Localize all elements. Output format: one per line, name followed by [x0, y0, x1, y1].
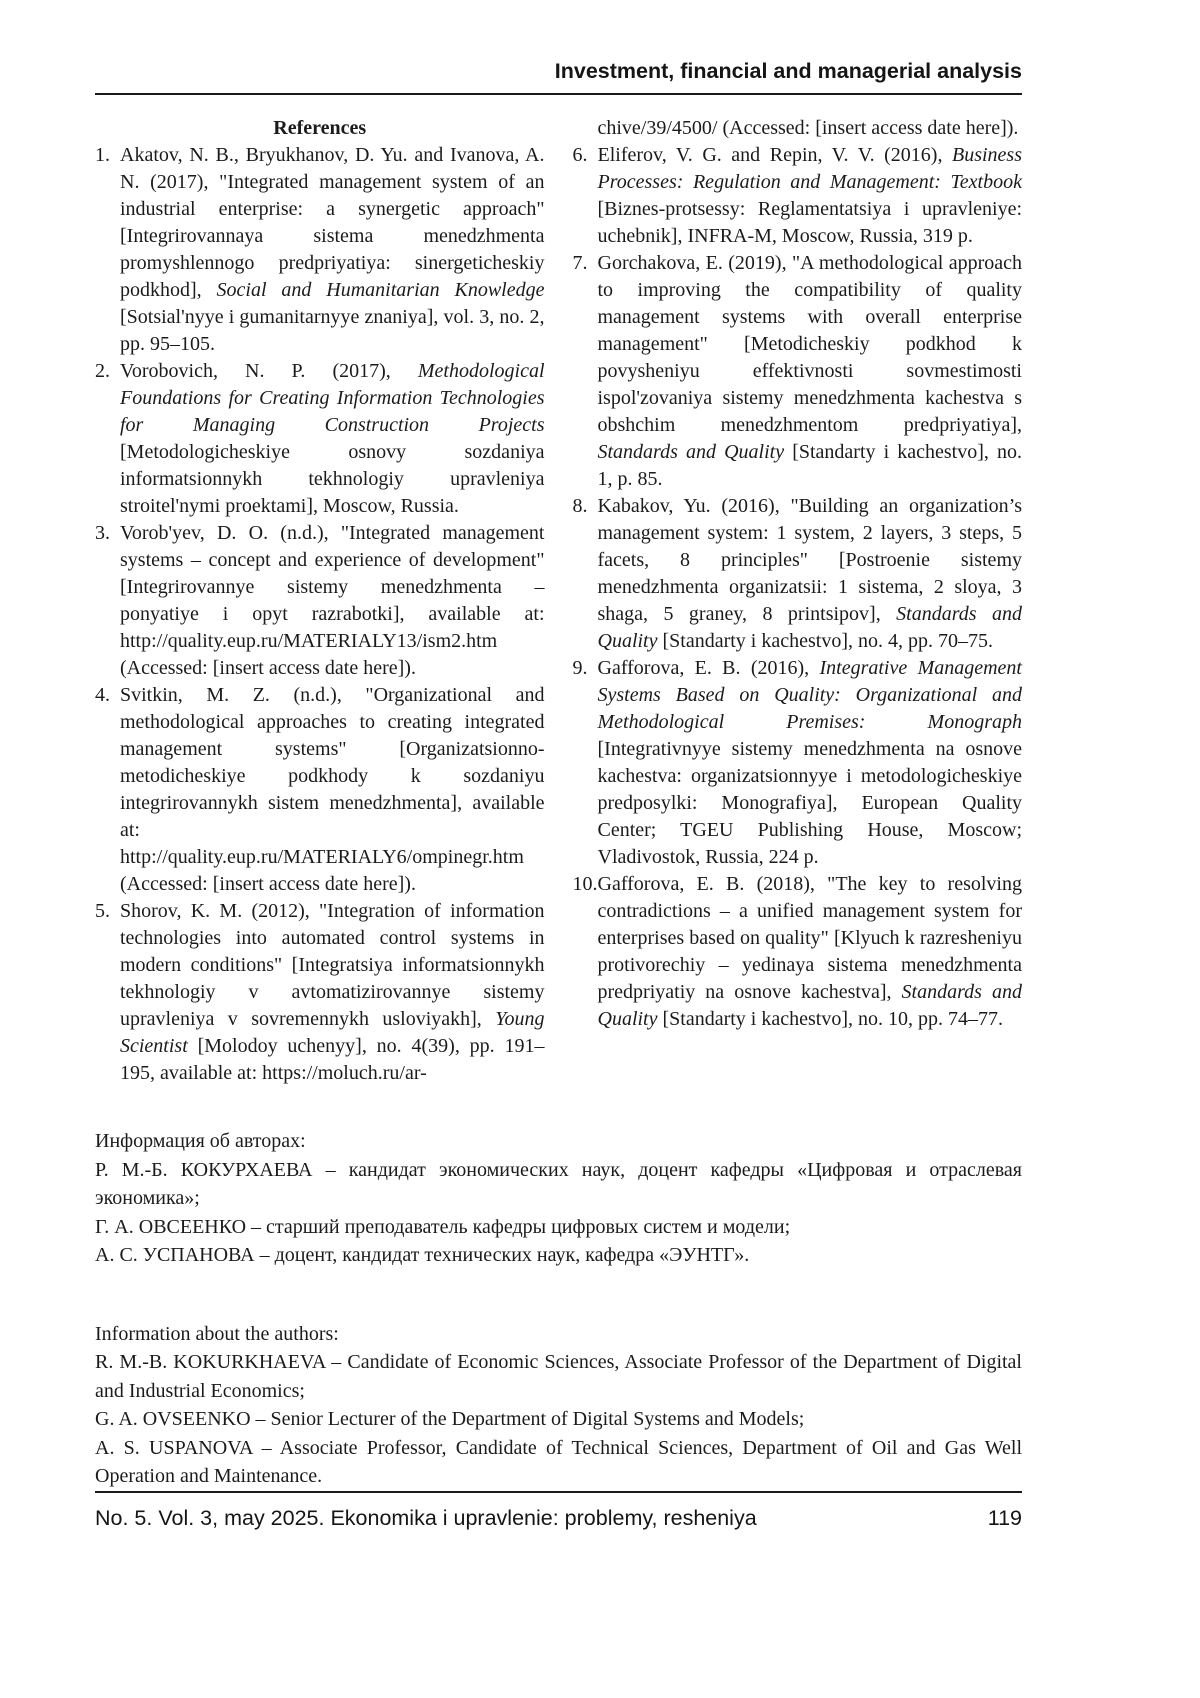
- reference-item: [573, 655, 1023, 871]
- reference-text: Gafforova, E. B. (2016), Integrative Management Systems Based on Quality: Organizational and Methodological Premises: Monograph [Integrativnyye sistemy menedzhmenta na osnove kachestva: organizatsionnyye i metodologicheskiye predposylki: Monografiya], European Quality Center; TGEU Publishing House, Moscow; Vladivostok, Russia, 224 p.: [597, 657, 1022, 868]
- author-line: Г. А. ОВСЕЕНКО – старший преподаватель кафедры цифровых систем и модели;: [95, 1215, 791, 1238]
- authors-info-en: [95, 1320, 1022, 1491]
- reference-number: 10.: [572, 873, 598, 895]
- references-list-right: [573, 142, 1023, 1033]
- reference-item: [95, 358, 545, 520]
- authors-ru-heading: Информация об авторах:: [95, 1130, 306, 1152]
- reference-item: [573, 871, 1023, 1033]
- reference-item: [573, 250, 1023, 493]
- reference-continuation: chive/39/4500/ (Accessed: [insert access date here]).: [597, 117, 1019, 139]
- reference-number: 7.: [572, 252, 588, 274]
- reference-item: [573, 142, 1023, 250]
- reference-text: Vorobovich, N. P. (2017), Methodological Foundations for Creating Information Technologies for Managing Construction Projects [Metodologicheskiye osnovy sozdaniya informatsionnykh tekhnologiy upravleniya stroitel'nymi proektami], Moscow, Russia.: [120, 360, 545, 517]
- footer-page-number: 119: [987, 1505, 1022, 1530]
- author-line: А. С. УСПАНОВА – доцент, кандидат технических наук, кафедра «ЭУНТГ».: [95, 1244, 750, 1266]
- reference-text: Gorchakova, E. (2019), "A methodological approach to improving the compatibility of quality management systems with overall enterprise management" [Metodicheskiy podkhod k povysheniyu effektivnosti sovmestimosti ispol'zovaniya sistemy menedzhmenta kachestva s obshchim menedzhmentom predpriyatiya], Standards and Quality [Standarty i kachestvo], no. 1, p. 85.: [597, 252, 1023, 490]
- references-list-left: [95, 142, 545, 1087]
- reference-number: 2.: [95, 360, 110, 382]
- footer-issue-info: No. 5. Vol. 3, may 2025. Ekonomika i upravlenie: problemy, resheniya: [95, 1505, 757, 1530]
- reference-item: [95, 520, 545, 682]
- reference-number: 3.: [95, 522, 110, 544]
- reference-number: 6.: [572, 144, 588, 166]
- reference-number: 8.: [572, 495, 588, 517]
- reference-text: Svitkin, M. Z. (n.d.), "Organizational and methodological approaches to creating integrated management systems" [Organizatsionno-metodicheskiye podkhody k sozdaniyu integrirovannykh sistem menedzhmenta], available at: http://quality.eup.ru/MATERIALY6/ompinegr.htm (Accessed: [insert access date here]).: [120, 684, 545, 895]
- reference-number: 5.: [95, 900, 110, 922]
- references-column-left: [95, 115, 545, 1087]
- authors-info-ru: [95, 1127, 1022, 1270]
- author-line: R. M.-B. KOKURKHAEVA – Candidate of Economic Sciences, Associate Professor of the Department of Digital and Industrial Economics;: [95, 1351, 1022, 1402]
- reference-number: 1.: [95, 144, 110, 166]
- reference-item: [95, 898, 545, 1087]
- authors-en-heading: Information about the authors:: [95, 1322, 339, 1345]
- journal-section-title: Investment, financial and managerial analysis: [554, 59, 1022, 83]
- reference-text: Vorob'yev, D. O. (n.d.), "Integrated management systems – concept and experience of development" [Integrirovannye sistemy menedzhmenta – ponyatiye i opyt razrabotki], available at: http://quality.eup.ru/MATERIALY13/ism2.htm (Accessed: [insert access date here]).: [120, 522, 545, 679]
- reference-text: Gafforova, E. B. (2018), "The key to resolving contradictions – a unified management system for enterprises based on quality" [Klyuch k razresheniyu protivorechiy – yedinaya sistema menedzhmenta predpriyatiy na osnove kachestva], Standards and Quality [Standarty i kachestvo], no. 10, pp. 74–77.: [597, 873, 1022, 1030]
- author-line: Р. М.-Б. КОКУРХАЕВА – кандидат экономических наук, доцент кафедры «Цифровая и отраслевая экономика»;: [95, 1158, 1022, 1209]
- references-column-right: [573, 115, 1023, 1087]
- reference-text: Shorov, K. M. (2012), "Integration of information technologies into automated control systems in modern conditions" [Integratsiya informatsionnykh tekhnologiy v avtomatizirovannye sistemy upravleniya v sovremennykh usloviyakh], Young Scientist [Molodoy uchenyy], no. 4(39), pp. 191–195, available at: https://moluch.ru/ar-: [120, 900, 545, 1084]
- page-footer: [95, 1491, 1022, 1531]
- author-line: G. A. OVSEENKO – Senior Lecturer of the Department of Digital Systems and Models;: [95, 1408, 805, 1430]
- reference-item: [573, 493, 1023, 655]
- author-line: A. S. USPANOVA – Associate Professor, Candidate of Technical Sciences, Department of Oil and Gas Well Operation and Maintenance.: [95, 1436, 1022, 1487]
- authors-ru-lines: [95, 1156, 1022, 1270]
- reference-item: [95, 142, 545, 358]
- references-section: [95, 115, 1022, 1087]
- reference-text: Kabakov, Yu. (2016), "Building an organization’s management system: 1 system, 2 layers, 3 steps, 5 facets, 8 principles" [Postroenie sistemy menedzhmenta organizatsii: 1 sistema, 2 sloya, 3 shaga, 5 graney, 8 printsipov], Standards and Quality [Standarty i kachestvo], no. 4, pp. 70–75.: [597, 495, 1022, 652]
- reference-text: Akatov, N. B., Bryukhanov, D. Yu. and Ivanova, A. N. (2017), "Integrated management system of an industrial enterprise: a synergetic approach" [Integrirovannaya sistema menedzhmenta promyshlennogo predpriyatiya: sinergeticheskiy podkhod], Social and Humanitarian Knowledge [Sotsial'nyye i gumanitarnyye znaniya], vol. 3, no. 2, pp. 95–105.: [120, 144, 545, 355]
- reference-number: 9.: [572, 657, 588, 679]
- reference-number: 4.: [95, 684, 110, 706]
- authors-en-lines: [95, 1348, 1022, 1491]
- page-header: [95, 58, 1022, 95]
- reference-text: Eliferov, V. G. and Repin, V. V. (2016), Business Processes: Regulation and Management: Textbook [Biznes-protsessy: Reglamentatsiya i upravleniye: uchebnik], INFRA-M, Moscow, Russia, 319 p.: [597, 144, 1022, 247]
- references-heading: References: [273, 117, 367, 139]
- reference-item: [95, 682, 545, 898]
